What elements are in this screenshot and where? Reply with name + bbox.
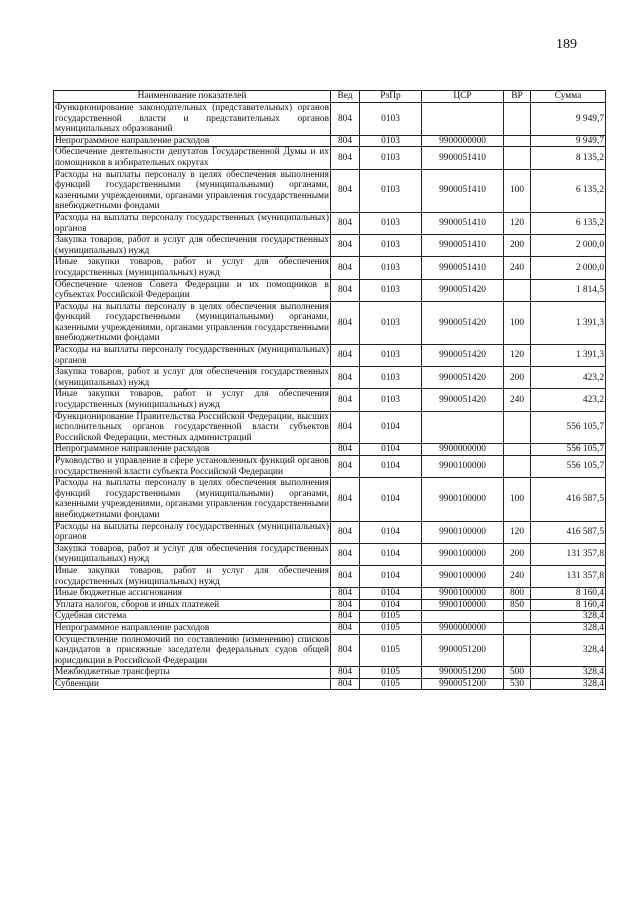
cell-sum: 2 000,0: [531, 257, 606, 279]
cell-ved: 804: [331, 103, 360, 136]
cell-rzpr: 0103: [360, 367, 422, 389]
cell-ved: 804: [331, 634, 360, 667]
cell-vr: [504, 135, 531, 147]
table-row: [54, 389, 606, 411]
cell-ved: 804: [331, 678, 360, 690]
header-csr: ЦСР: [422, 91, 504, 103]
cell-vr: 200: [504, 543, 531, 565]
table-row: [54, 103, 606, 136]
header-rzpr: РзПр: [360, 91, 422, 103]
cell-rzpr: 0105: [360, 634, 422, 667]
cell-csr: 9900100000: [422, 599, 504, 611]
cell-vr: 200: [504, 367, 531, 389]
cell-csr: 9900051410: [422, 147, 504, 169]
cell-ved: 804: [331, 169, 360, 212]
cell-vr: [504, 103, 531, 136]
cell-ved: 804: [331, 279, 360, 301]
cell-csr: 9900100000: [422, 543, 504, 565]
cell-ved: 804: [331, 135, 360, 147]
cell-csr: 9900000000: [422, 135, 504, 147]
cell-csr: 9900051410: [422, 169, 504, 212]
cell-ved: 804: [331, 521, 360, 543]
cell-rzpr: 0104: [360, 456, 422, 478]
cell-vr: 800: [504, 588, 531, 600]
cell-name: Руководство и управление в сфере установленных функций органов государственной власти субъекта Российской Федерации: [55, 456, 329, 477]
cell-name: Иные закупки товаров, работ и услуг для обеспечения государственных (муниципальных) нужд: [55, 565, 329, 587]
cell-name: Расходы на выплаты персоналу государственных (муниципальных) органов: [55, 345, 329, 366]
cell-rzpr: 0105: [360, 667, 422, 679]
cell-sum: 9 949,7: [531, 135, 606, 147]
cell-csr: 9900051420: [422, 389, 504, 411]
cell-csr: [422, 103, 504, 136]
cell-rzpr: 0104: [360, 444, 422, 456]
cell-name: Обеспечение деятельности депутатов Государственной Думы и их помощников в избирательных округах: [55, 147, 329, 168]
cell-sum: 8 160,4: [531, 588, 606, 600]
cell-rzpr: 0103: [360, 147, 422, 169]
cell-sum: 556 105,7: [531, 444, 606, 456]
cell-vr: 120: [504, 521, 531, 543]
table-row: [54, 588, 606, 600]
cell-rzpr: 0105: [360, 622, 422, 634]
cell-rzpr: 0105: [360, 611, 422, 623]
cell-vr: 500: [504, 667, 531, 679]
table-row: [54, 169, 606, 212]
table-row: [54, 301, 606, 344]
table-row: [54, 622, 606, 634]
header-name: Наименование показателей: [54, 91, 331, 103]
cell-ved: 804: [331, 147, 360, 169]
cell-name: Непрограммное направление расходов: [54, 622, 331, 634]
cell-vr: [504, 634, 531, 667]
cell-name: Уплата налогов, сборов и иных платежей: [54, 599, 331, 611]
cell-csr: 9900100000: [422, 588, 504, 600]
cell-name: Непрограммное направление расходов: [54, 135, 331, 147]
cell-rzpr: 0104: [360, 588, 422, 600]
cell-sum: 328,4: [531, 622, 606, 634]
header-vr: ВР: [504, 91, 531, 103]
cell-sum: 131 357,8: [531, 543, 606, 565]
cell-vr: 530: [504, 678, 531, 690]
cell-rzpr: 0103: [360, 169, 422, 212]
cell-ved: 804: [331, 599, 360, 611]
cell-rzpr: 0103: [360, 279, 422, 301]
cell-rzpr: 0105: [360, 678, 422, 690]
cell-csr: 9900051200: [422, 678, 504, 690]
cell-sum: 1 391,3: [531, 345, 606, 367]
cell-name: Функционирование Правительства Российской Федерации, высших исполнительных органов государственной власти субъектов Российской Федерации, местных администраций: [55, 411, 329, 443]
cell-csr: [422, 611, 504, 623]
cell-rzpr: 0103: [360, 212, 422, 234]
cell-vr: 120: [504, 212, 531, 234]
cell-sum: 1 814,5: [531, 279, 606, 301]
table-row: [54, 565, 606, 587]
cell-csr: 9900100000: [422, 456, 504, 478]
table-row: [54, 611, 606, 623]
cell-csr: 9900100000: [422, 565, 504, 587]
cell-name: Обеспечение членов Совета Федерации и их помощников в субъектах Российской Федерации: [55, 279, 329, 301]
cell-ved: 804: [331, 345, 360, 367]
table-header: [54, 91, 606, 103]
cell-rzpr: 0103: [360, 301, 422, 344]
header-row: [54, 91, 606, 103]
table-row: [54, 367, 606, 389]
cell-vr: 200: [504, 235, 531, 257]
cell-rzpr: 0104: [360, 565, 422, 587]
cell-ved: 804: [331, 212, 360, 234]
cell-csr: [422, 411, 504, 444]
cell-sum: 6 135,2: [531, 212, 606, 234]
cell-sum: 8 135,2: [531, 147, 606, 169]
cell-ved: 804: [331, 411, 360, 444]
cell-rzpr: 0104: [360, 521, 422, 543]
page-number: 189: [556, 37, 577, 52]
cell-vr: [504, 147, 531, 169]
table-row: [54, 411, 606, 444]
cell-vr: [504, 444, 531, 456]
table-row: [54, 667, 606, 679]
cell-vr: 240: [504, 257, 531, 279]
cell-csr: 9900100000: [422, 521, 504, 543]
cell-name: Расходы на выплаты персоналу в целях обеспечения выполнения функций государственными (муниципальными) органами, казенными учреждениями, органами управления государственными внебюджетными фондами: [55, 169, 329, 212]
cell-csr: 9900100000: [422, 478, 504, 521]
cell-csr: 9900051410: [422, 257, 504, 279]
cell-csr: 9900000000: [422, 444, 504, 456]
table-row: [54, 634, 606, 667]
cell-csr: 9900051200: [422, 667, 504, 679]
cell-sum: 328,4: [531, 611, 606, 623]
cell-vr: 100: [504, 478, 531, 521]
cell-name: Осуществление полномочий по составлению (изменению) списков кандидатов в присяжные заседатели федеральных судов общей юрисдикции в Российской Федерации: [55, 634, 329, 666]
cell-rzpr: 0103: [360, 345, 422, 367]
cell-csr: 9900051410: [422, 212, 504, 234]
cell-sum: 416 587,5: [531, 521, 606, 543]
cell-name: Субвенции: [54, 678, 331, 690]
cell-csr: 9900051420: [422, 279, 504, 301]
cell-ved: 804: [331, 257, 360, 279]
cell-rzpr: 0104: [360, 543, 422, 565]
cell-name: Закупка товаров, работ и услуг для обеспечения государственных (муниципальных) нужд: [55, 367, 329, 388]
cell-name: Межбюджетные трансферты: [54, 667, 331, 679]
table-row: [54, 147, 606, 169]
cell-name: Иные закупки товаров, работ и услуг для обеспечения государственных (муниципальных) нужд: [55, 389, 329, 411]
table-row: [54, 279, 606, 301]
cell-name: Расходы на выплаты персоналу государственных (муниципальных) органов: [55, 212, 329, 234]
cell-sum: 556 105,7: [531, 411, 606, 444]
cell-name: Расходы на выплаты персоналу государственных (муниципальных) органов: [55, 521, 329, 543]
table-row: [54, 444, 606, 456]
cell-ved: 804: [331, 588, 360, 600]
cell-sum: 1 391,3: [531, 301, 606, 344]
cell-vr: [504, 411, 531, 444]
cell-name: Закупка товаров, работ и услуг для обеспечения государственных (муниципальных) нужд: [55, 543, 329, 565]
cell-sum: 423,2: [531, 367, 606, 389]
cell-ved: 804: [331, 667, 360, 679]
cell-name: Судебная система: [54, 611, 331, 623]
cell-vr: [504, 456, 531, 478]
cell-rzpr: 0104: [360, 599, 422, 611]
cell-ved: 804: [331, 611, 360, 623]
cell-vr: 850: [504, 599, 531, 611]
cell-ved: 804: [331, 235, 360, 257]
cell-name: Расходы на выплаты персоналу в целях обеспечения выполнения функций государственными (муниципальными) органами, казенными учреждениями, органами управления государственными внебюджетными фондами: [55, 478, 329, 520]
cell-name: Непрограммное направление расходов: [54, 444, 331, 456]
cell-vr: [504, 611, 531, 623]
cell-vr: 100: [504, 169, 531, 212]
table-row: [54, 678, 606, 690]
cell-sum: 423,2: [531, 389, 606, 411]
cell-vr: 120: [504, 345, 531, 367]
cell-vr: [504, 622, 531, 634]
table-row: [54, 257, 606, 279]
table-row: [54, 212, 606, 234]
cell-sum: 416 587,5: [531, 478, 606, 521]
cell-sum: 328,4: [531, 678, 606, 690]
table-row: [54, 543, 606, 565]
table-row: [54, 478, 606, 521]
cell-ved: 804: [331, 456, 360, 478]
cell-rzpr: 0104: [360, 411, 422, 444]
cell-rzpr: 0103: [360, 235, 422, 257]
table-row: [54, 135, 606, 147]
header-sum: Сумма: [531, 91, 606, 103]
table-row: [54, 235, 606, 257]
cell-vr: 100: [504, 301, 531, 344]
cell-name: Функционирование законодательных (представительных) органов государственной власти и представительных органов муниципальных образований: [55, 103, 329, 135]
cell-ved: 804: [331, 301, 360, 344]
cell-rzpr: 0103: [360, 135, 422, 147]
cell-sum: 2 000,0: [531, 235, 606, 257]
cell-name: Расходы на выплаты персоналу в целях обеспечения выполнения функций государственными (муниципальными) органами, казенными учреждениями, органами управления государственными внебюджетными фондами: [55, 301, 329, 344]
table-row: [54, 521, 606, 543]
cell-vr: 240: [504, 389, 531, 411]
cell-ved: 804: [331, 367, 360, 389]
table-row: [54, 345, 606, 367]
cell-csr: 9900051200: [422, 634, 504, 667]
cell-rzpr: 0103: [360, 389, 422, 411]
cell-vr: [504, 279, 531, 301]
cell-sum: 328,4: [531, 667, 606, 679]
cell-csr: 9900051410: [422, 235, 504, 257]
cell-name: Иные закупки товаров, работ и услуг для обеспечения государственных (муниципальных) нужд: [55, 257, 329, 278]
cell-ved: 804: [331, 478, 360, 521]
cell-sum: 556 105,7: [531, 456, 606, 478]
cell-csr: 9900051420: [422, 367, 504, 389]
cell-ved: 804: [331, 444, 360, 456]
cell-sum: 6 135,2: [531, 169, 606, 212]
cell-rzpr: 0103: [360, 257, 422, 279]
cell-name: Иные бюджетные ассигнования: [54, 588, 331, 600]
table-row: [54, 456, 606, 478]
table-row: [54, 599, 606, 611]
table-body: [54, 103, 606, 690]
cell-vr: 240: [504, 565, 531, 587]
cell-csr: 9900000000: [422, 622, 504, 634]
cell-sum: 131 357,8: [531, 565, 606, 587]
cell-rzpr: 0104: [360, 478, 422, 521]
cell-ved: 804: [331, 543, 360, 565]
cell-rzpr: 0103: [360, 103, 422, 136]
cell-ved: 804: [331, 565, 360, 587]
cell-name: Закупка товаров, работ и услуг для обеспечения государственных (муниципальных) нужд: [55, 235, 329, 256]
cell-ved: 804: [331, 389, 360, 411]
cell-sum: 328,4: [531, 634, 606, 667]
budget-table: [53, 90, 606, 690]
cell-csr: 9900051420: [422, 345, 504, 367]
cell-csr: 9900051420: [422, 301, 504, 344]
cell-sum: 8 160,4: [531, 599, 606, 611]
cell-ved: 804: [331, 622, 360, 634]
cell-sum: 9 949,7: [531, 103, 606, 136]
header-ved: Вед: [331, 91, 360, 103]
